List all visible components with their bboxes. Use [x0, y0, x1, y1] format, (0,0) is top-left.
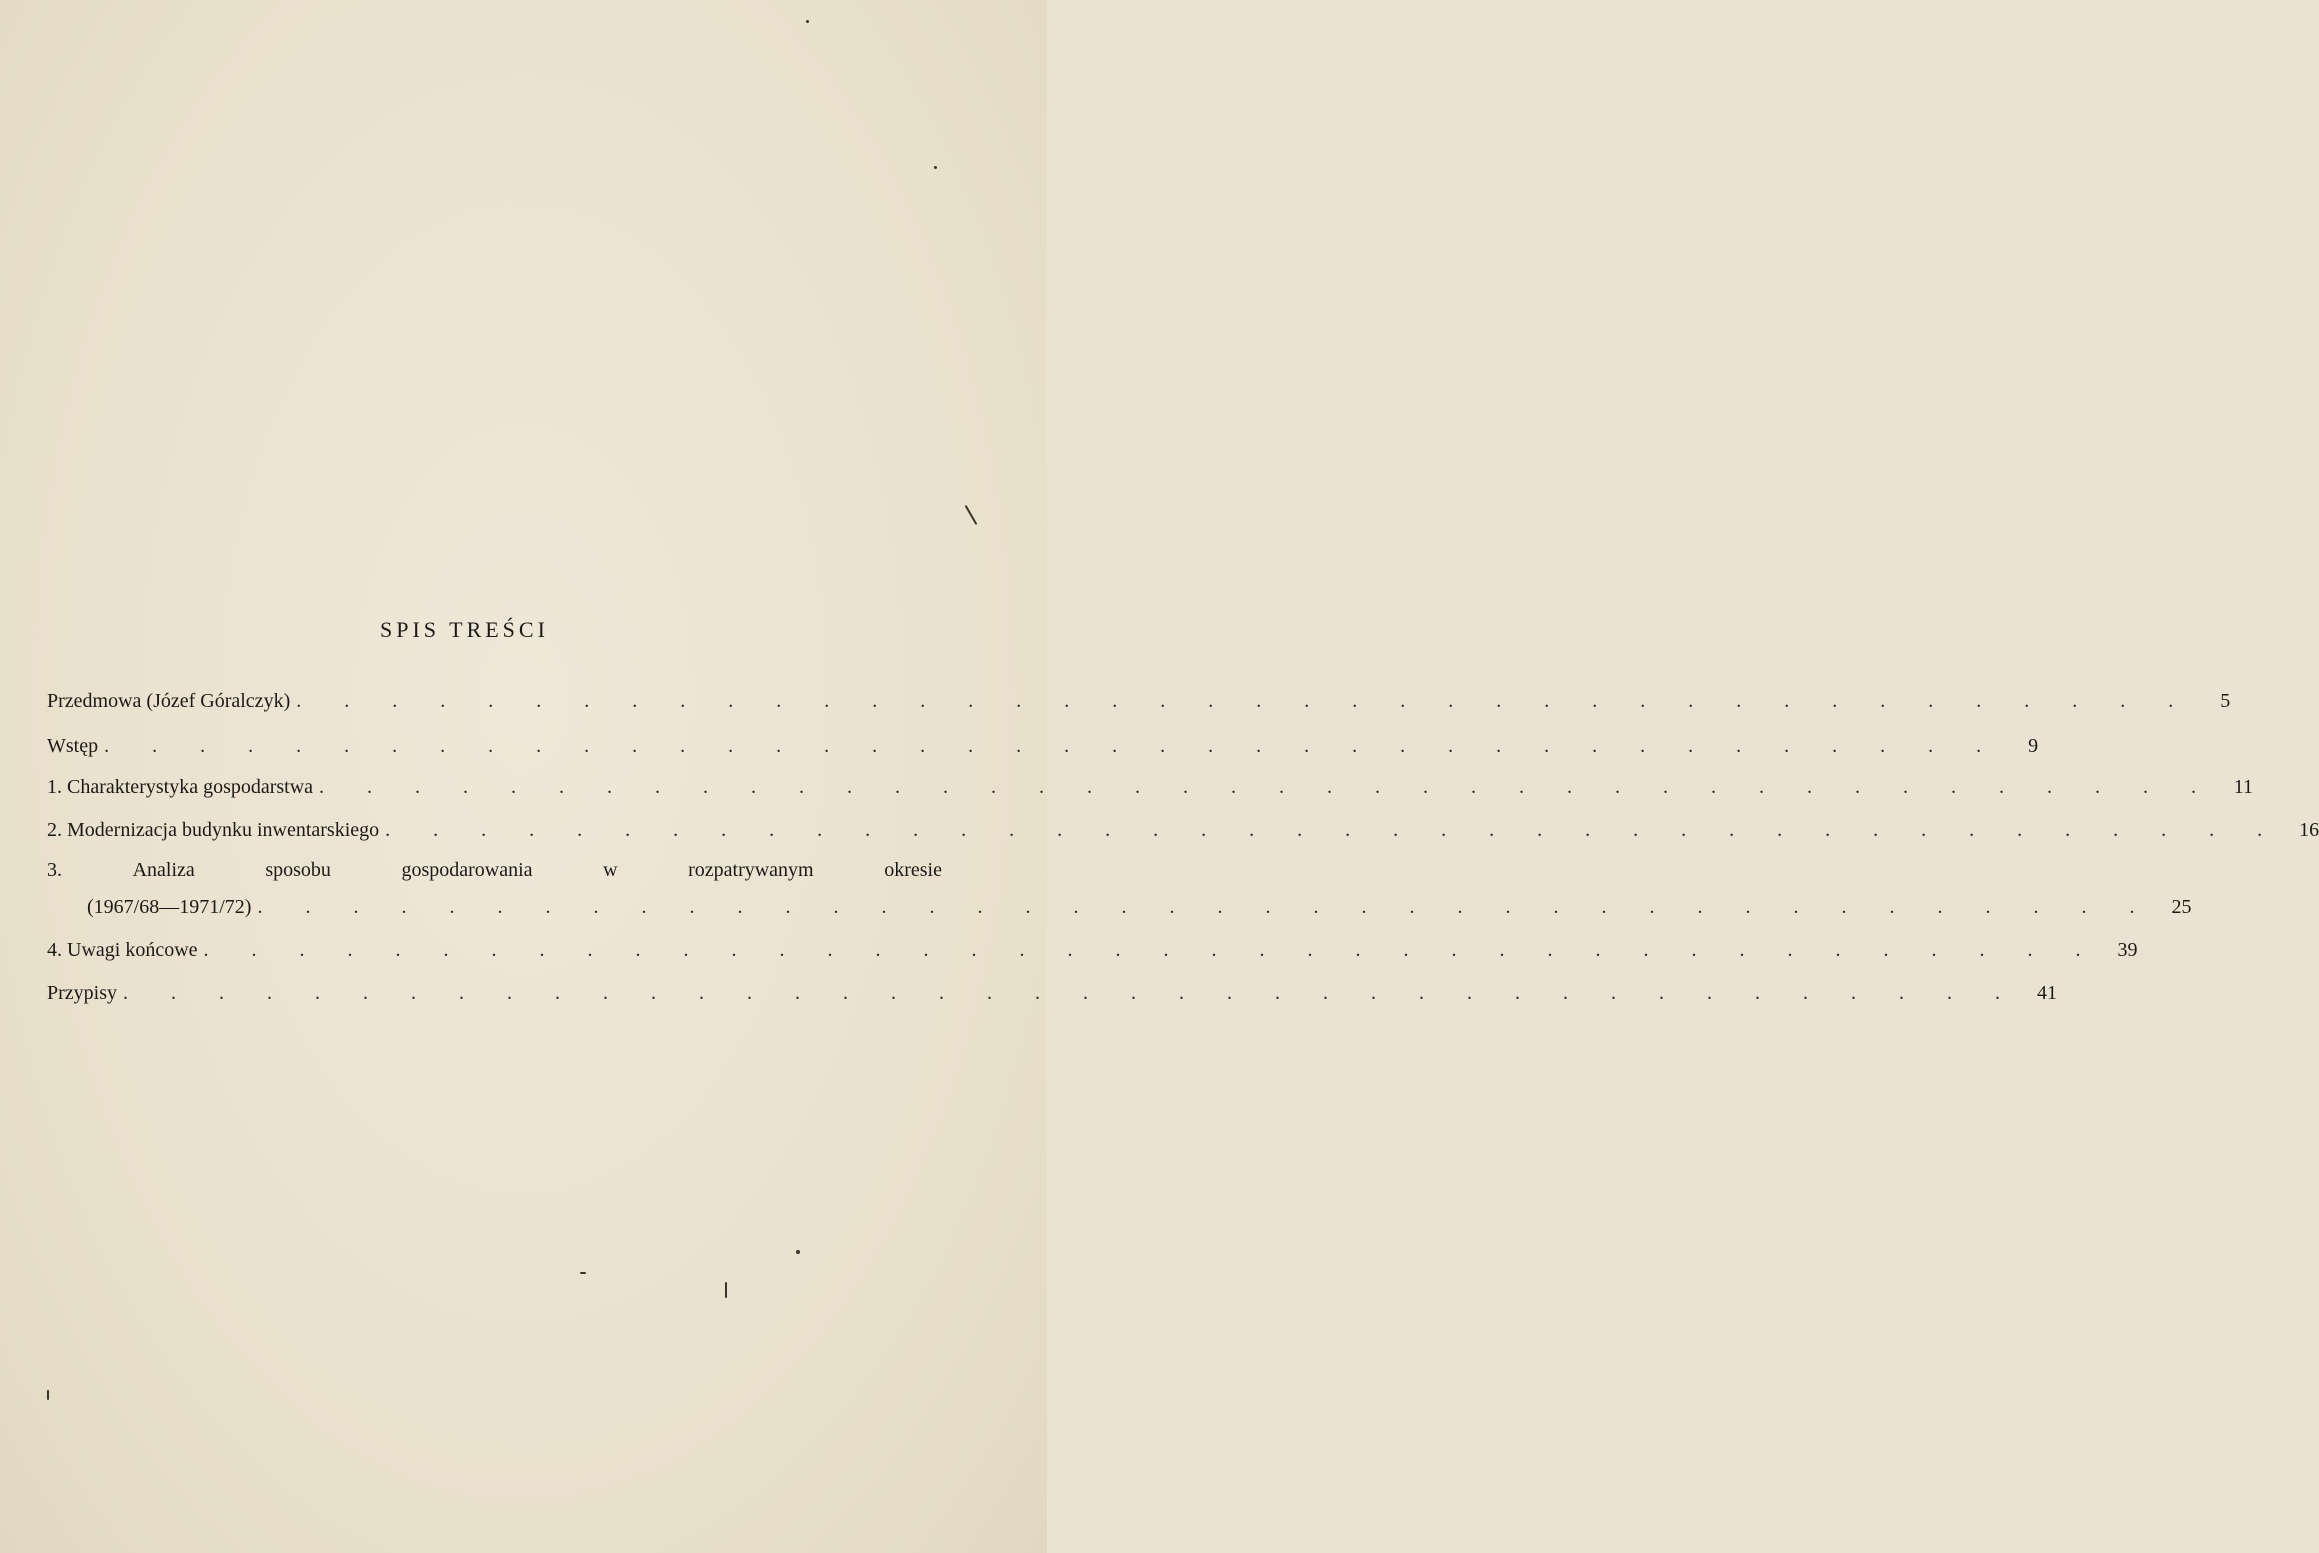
toc-entry: [47, 690, 2231, 720]
paper-speck: [580, 1272, 586, 1274]
toc-entry-page: 25: [2171, 896, 2192, 918]
toc-title: SPIS TREŚCI: [380, 617, 549, 642]
paper-speck: [934, 166, 937, 169]
toc-entry-page: 9: [2028, 735, 2039, 757]
toc-dot-leader: . . . . . . . . . . . . . . . . . . . . . . . . . . . . . . . . . . . . . . . .: [123, 982, 2019, 1004]
paper-speck: [796, 1250, 800, 1254]
toc-entry-page: 41: [2037, 982, 2057, 1004]
toc-dot-leader: . . . . . . . . . . . . . . . . . . . . . . . . . . . . . . . . . . . . . . . .: [257, 896, 2154, 918]
toc-entry: [47, 896, 2192, 926]
toc-entry-word: gospodarowania: [401, 859, 533, 881]
toc-entry-page: 16: [2299, 819, 2319, 841]
paper-speck: [47, 1390, 49, 1400]
toc-entry-label: Wstęp: [47, 735, 99, 757]
toc-entry-word: 3.: [47, 859, 62, 881]
toc-entry-word: sposobu: [265, 859, 331, 881]
toc-entry-word: rozpatrywanym: [688, 859, 814, 881]
toc-entry-label: 2. Modernizacja budynku inwentarskiego: [47, 819, 380, 841]
toc-entry: [47, 939, 2138, 969]
paper-speck: [725, 1282, 727, 1298]
toc-entry-label: (1967/68—1971/72): [87, 896, 252, 918]
toc-entry-label: Przedmowa (Józef Góralczyk): [47, 690, 291, 712]
toc-dot-leader: . . . . . . . . . . . . . . . . . . . . . . . . . . . . . . . . . . . . . . . .: [296, 690, 2193, 712]
toc-entry-word: w: [603, 859, 618, 881]
toc-entry: [47, 819, 2319, 849]
toc-entry-page: 5: [2220, 690, 2231, 712]
toc-entry-page: 11: [2233, 776, 2254, 798]
toc-entry-word: Analiza: [132, 859, 195, 881]
toc-entry-label: 4. Uwagi końcowe: [47, 939, 198, 961]
toc-dot-leader: . . . . . . . . . . . . . . . . . . . . . . . . . . . . . . . . . . . . . . . .: [104, 735, 2001, 757]
toc-dot-leader: . . . . . . . . . . . . . . . . . . . . . . . . . . . . . . . . . . . . . . . .: [385, 819, 2282, 841]
toc-dot-leader: . . . . . . . . . . . . . . . . . . . . . . . . . . . . . . . . . . . . . . . .: [203, 939, 2100, 961]
paper-speck: [965, 505, 978, 525]
toc-entry-page: 39: [2117, 939, 2138, 961]
toc-entry-label: Przypisy: [47, 982, 117, 1004]
toc-entry: [47, 735, 2039, 765]
toc-entry-label: 1. Charakterystyka gospodarstwa: [47, 776, 314, 798]
toc-entry: [47, 776, 2254, 806]
toc-entry-word: okresie: [884, 859, 942, 881]
paper-speck: [806, 20, 809, 23]
toc-entry: [47, 982, 2057, 1012]
toc-dot-leader: . . . . . . . . . . . . . . . . . . . . . . . . . . . . . . . . . . . . . . . .: [319, 776, 2216, 798]
toc-entry-first-line: [47, 859, 942, 889]
